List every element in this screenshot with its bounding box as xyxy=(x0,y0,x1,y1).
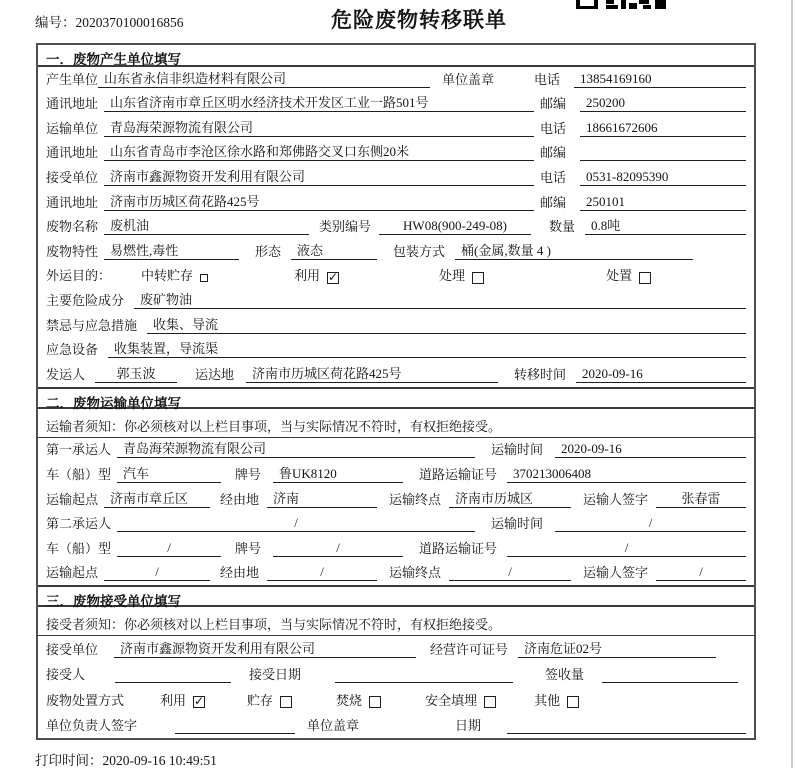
purpose-option xyxy=(439,268,484,284)
plate-value: 鲁UK8120 xyxy=(273,466,403,483)
endpoint-label: 运输终点 xyxy=(389,491,442,507)
phone-value: 0531-82095390 xyxy=(580,169,746,186)
zip-group xyxy=(540,145,746,161)
checkbox-icon xyxy=(327,272,339,284)
address-label: 通讯地址 xyxy=(46,145,99,161)
receiver-label: 接受单位 xyxy=(46,169,99,185)
unit-seal-label: 单位盖章 xyxy=(442,71,495,87)
waste-name-label: 废物名称 xyxy=(46,219,99,235)
transport-time-label: 运输时间 xyxy=(491,442,544,458)
waste-name-row xyxy=(38,215,754,240)
receiver-notice: 接受者须知：你必须核对以上栏目事项，当与实际情况不符时，有权拒绝接受。 xyxy=(38,607,754,636)
phone-label: 电话 xyxy=(540,120,567,136)
address-value: 济南市历城区荷花路425号 xyxy=(104,194,534,211)
equipment-label: 应急设备 xyxy=(46,342,99,358)
carrier1-row xyxy=(38,438,754,463)
page-edge-divider xyxy=(791,0,793,768)
via-value: 济南 xyxy=(267,491,377,508)
date-value xyxy=(507,718,746,734)
quantity-label: 数量 xyxy=(549,219,576,235)
producer-row xyxy=(38,67,754,92)
checkbox-icon xyxy=(193,696,205,708)
disposal-option xyxy=(336,693,381,709)
consignor-row xyxy=(38,362,754,387)
disposal-option xyxy=(425,693,496,709)
receiver-row xyxy=(38,165,754,190)
accept-person-label: 接受人 xyxy=(46,667,86,683)
disposal-label: 废物处置方式 xyxy=(46,692,125,708)
quantity-value: 0.8吨 xyxy=(585,218,746,235)
vehicle-type-value: / xyxy=(117,540,221,557)
phone-value: 13854169160 xyxy=(574,71,746,88)
serial-number xyxy=(35,11,184,31)
checkbox-icon xyxy=(280,696,292,708)
print-time-value: 2020-09-16 10:49:51 xyxy=(102,753,217,768)
carrier2-row xyxy=(38,512,754,537)
address-label: 通讯地址 xyxy=(46,96,99,112)
vehicle-type-label: 车（船）型 xyxy=(46,466,112,482)
transfer-time-label: 转移时间 xyxy=(514,366,567,382)
option-label: 贮存 xyxy=(247,692,274,708)
hazard-value: 废矿物油 xyxy=(134,292,746,309)
purpose-row xyxy=(38,264,754,289)
print-time xyxy=(35,749,217,768)
serial-label: 编号： xyxy=(35,15,76,30)
accept-date-label: 接受日期 xyxy=(249,667,302,683)
taboo-value: 收集、导流 xyxy=(147,317,746,334)
transporter-sign-value: 张春雷 xyxy=(656,491,746,508)
manifest-form xyxy=(36,43,756,740)
permit-value: 济南危证02号 xyxy=(518,641,716,658)
page-title: 危险废物转移联单 xyxy=(331,8,507,32)
via-label: 经由地 xyxy=(220,491,260,507)
transport-time-value: / xyxy=(555,515,746,532)
disposal-option xyxy=(534,693,579,709)
form-value: 液态 xyxy=(291,243,377,260)
road-license-value: 370213006408 xyxy=(507,466,746,483)
packing-value: 桶(金属,数量 4 ) xyxy=(455,243,693,260)
option-label: 利用 xyxy=(294,268,321,284)
serial-value: 2020370100016856 xyxy=(75,15,184,30)
zip-value xyxy=(580,145,746,161)
transporter-row xyxy=(38,116,754,141)
option-label: 处理 xyxy=(439,268,466,284)
phone-group xyxy=(540,120,746,137)
transporter-sign-label: 运输人签字 xyxy=(583,565,649,581)
phone-group xyxy=(540,169,746,186)
carrier-value: / xyxy=(117,515,475,532)
date-label: 日期 xyxy=(455,718,482,734)
option-label: 安全填埋 xyxy=(425,692,478,708)
accept-person-row xyxy=(38,662,754,688)
vehicle1-row xyxy=(38,462,754,487)
option-label: 处置 xyxy=(606,268,633,284)
destination-label: 运达地 xyxy=(195,366,235,382)
address-value: 山东省青岛市李沧区徐水路和郑佛路交叉口东侧20米 xyxy=(104,144,534,161)
receiver-address-row xyxy=(38,190,754,215)
checkbox-icon xyxy=(484,696,496,708)
accept-unit-value: 济南市鑫源物资开发利用有限公司 xyxy=(114,641,416,658)
plate-label: 牌号 xyxy=(235,466,262,482)
route1-row xyxy=(38,487,754,512)
destination-value: 济南市历城区荷花路425号 xyxy=(246,366,498,383)
origin-value: 济南市章丘区 xyxy=(104,491,210,508)
checkbox-icon xyxy=(472,272,484,284)
category-value: HW08(900-249-08) xyxy=(379,218,531,235)
zip-group xyxy=(540,194,746,211)
packing-label: 包装方式 xyxy=(393,243,446,259)
print-time-label: 打印时间： xyxy=(35,753,103,768)
transport-time-label: 运输时间 xyxy=(491,516,544,532)
transfer-time-value: 2020-09-16 xyxy=(576,366,746,383)
consignor-label: 发运人 xyxy=(46,366,86,382)
transporter-value: 青岛海荣源物流有限公司 xyxy=(104,120,534,137)
vehicle-type-label: 车（船）型 xyxy=(46,540,112,556)
disposal-row xyxy=(38,687,754,713)
leader-sign-label: 单位负责人签字 xyxy=(46,718,138,734)
option-label: 焚烧 xyxy=(336,692,363,708)
purpose-label: 外运目的： xyxy=(46,268,112,284)
zip-label: 邮编 xyxy=(540,145,567,161)
consignor-value: 郭玉波 xyxy=(95,366,177,383)
zip-value: 250200 xyxy=(580,95,746,112)
zip-value: 250101 xyxy=(580,194,746,211)
transport-time-value: 2020-09-16 xyxy=(555,441,746,458)
accept-unit-label: 接受单位 xyxy=(46,641,99,657)
section1-title: 一．废物产生单位填写 xyxy=(38,45,754,67)
accept-person-value xyxy=(115,667,231,683)
producer-address-row xyxy=(38,92,754,117)
purpose-option xyxy=(141,268,208,284)
zip-label: 邮编 xyxy=(540,96,567,112)
hazard-label: 主要危险成分 xyxy=(46,292,125,308)
option-label: 中转贮存 xyxy=(141,268,194,284)
via-value: / xyxy=(267,564,377,581)
option-label: 其他 xyxy=(534,692,561,708)
plate-value: / xyxy=(273,540,403,557)
checkbox-icon xyxy=(200,274,208,282)
endpoint-value: / xyxy=(449,564,571,581)
address-value: 山东省济南市章丘区明水经济技术开发区工业一路501号 xyxy=(104,95,534,112)
origin-label: 运输起点 xyxy=(46,565,99,581)
road-license-label: 道路运输证号 xyxy=(419,540,498,556)
phone-label: 电话 xyxy=(540,169,567,185)
disposal-option xyxy=(160,693,205,709)
sign-amount-value xyxy=(602,667,738,683)
hazard-row xyxy=(38,288,754,313)
taboo-row xyxy=(38,313,754,338)
equipment-row xyxy=(38,338,754,363)
leader-sign-row xyxy=(38,713,754,739)
vehicle2-row xyxy=(38,536,754,561)
origin-label: 运输起点 xyxy=(46,491,99,507)
checkbox-icon xyxy=(369,696,381,708)
transporter-address-row xyxy=(38,141,754,166)
road-license-value: / xyxy=(507,540,746,557)
option-label: 利用 xyxy=(160,692,187,708)
phone-label: 电话 xyxy=(534,71,561,87)
phone-group xyxy=(534,71,746,88)
origin-value: / xyxy=(104,564,210,581)
equipment-value: 收集装置，导流渠 xyxy=(108,341,746,358)
accept-date-value xyxy=(335,667,513,683)
zip-group xyxy=(540,95,746,112)
address-label: 通讯地址 xyxy=(46,194,99,210)
purpose-option xyxy=(606,268,651,284)
carrier-label: 第一承运人 xyxy=(46,442,112,458)
vehicle-type-value: 汽车 xyxy=(117,466,221,483)
endpoint-label: 运输终点 xyxy=(389,565,442,581)
road-license-label: 道路运输证号 xyxy=(419,466,498,482)
form-label: 形态 xyxy=(255,243,282,259)
character-value: 易燃性,毒性 xyxy=(104,243,239,260)
transporter-notice: 运输者须知：你必须核对以上栏目事项，当与实际情况不符时，有权拒绝接受。 xyxy=(38,409,754,438)
waste-character-row xyxy=(38,239,754,264)
carrier-label: 第二承运人 xyxy=(46,516,112,532)
taboo-label: 禁忌与应急措施 xyxy=(46,317,138,333)
section3-title: 三．废物接受单位填写 xyxy=(38,585,754,607)
producer-value: 山东省永信非织造材料有限公司 xyxy=(98,71,430,88)
plate-label: 牌号 xyxy=(235,540,262,556)
sign-amount-label: 签收量 xyxy=(545,667,585,683)
transporter-sign-value: / xyxy=(656,564,746,581)
waste-name-value: 废机油 xyxy=(104,218,309,235)
purpose-option xyxy=(294,268,339,284)
via-label: 经由地 xyxy=(220,565,260,581)
checkbox-icon xyxy=(567,696,579,708)
transporter-label: 运输单位 xyxy=(46,120,99,136)
permit-label: 经营许可证号 xyxy=(430,641,509,657)
accept-unit-row xyxy=(38,636,754,662)
leader-sign-value xyxy=(175,718,295,734)
phone-value: 18661672606 xyxy=(580,120,746,137)
category-label: 类别编号 xyxy=(319,219,372,235)
qr-code-fragment-icon xyxy=(576,0,666,9)
unit-seal-label: 单位盖章 xyxy=(307,718,360,734)
section2-title: 二．废物运输单位填写 xyxy=(38,387,754,409)
endpoint-value: 济南市历城区 xyxy=(449,491,571,508)
carrier-value: 青岛海荣源物流有限公司 xyxy=(117,441,475,458)
checkbox-icon xyxy=(639,272,651,284)
producer-label: 产生单位 xyxy=(46,71,99,87)
transporter-sign-label: 运输人签字 xyxy=(583,491,649,507)
zip-label: 邮编 xyxy=(540,194,567,210)
route2-row xyxy=(38,561,754,586)
receiver-value: 济南市鑫源物资开发利用有限公司 xyxy=(104,169,534,186)
character-label: 废物特性 xyxy=(46,243,99,259)
disposal-option xyxy=(247,693,292,709)
